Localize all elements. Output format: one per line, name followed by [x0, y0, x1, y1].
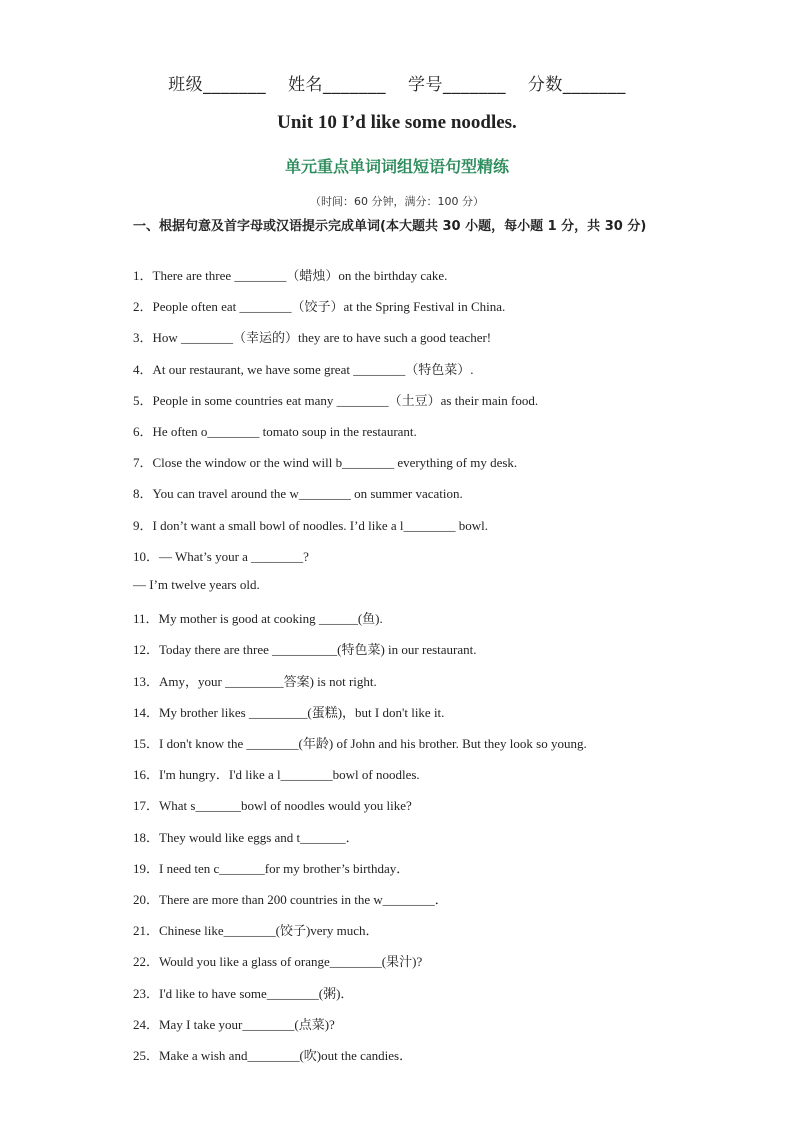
- question-item: 20．There are more than 200 countries in the w________．: [133, 892, 448, 907]
- question-item: 4．At our restaurant, we have some great ________（特色菜）.: [133, 361, 474, 377]
- question-item: 12．Today there are three __________(特色菜) in our restaurant.: [133, 642, 477, 658]
- page-title: Unit 10 I’d like some noodles.: [277, 112, 517, 133]
- student-id-field: 学号_______: [407, 75, 506, 95]
- question-item: 24．May I take your________(点菜)?: [133, 1016, 335, 1032]
- question-item: 23．I'd like to have some________(粥)．: [133, 985, 354, 1001]
- question-item: 3．How ________（幸运的）they are to have such a good teacher!: [133, 330, 492, 346]
- question-item: 13．Amy，your _________答案) is not right.: [133, 673, 377, 689]
- question-item: 9．I don’t want a small bowl of noodles. I’d like a l________ bowl.: [133, 517, 489, 533]
- question-item: 6．He often o________ tomato soup in the restaurant.: [133, 424, 417, 439]
- question-item: 10．— What’s your a ________?: [133, 548, 309, 564]
- question-item: 14．My brother likes _________(蛋糕)，but I don't like it.: [133, 704, 445, 720]
- question-item: 11．My mother is good at cooking ______(鱼).: [133, 611, 383, 627]
- question-item: 8．You can travel around the w________ on summer vacation.: [133, 486, 463, 502]
- page-subtitle: 单元重点单词词组短语句型精练: [284, 157, 509, 176]
- question-item: 15．I don't know the ________(年龄) of John and his brother. But they look so young.: [133, 736, 587, 751]
- time-info: （时间：60 分钟，满分：100 分）: [310, 195, 484, 208]
- question-item: 19．I need ten c_______for my brother’s birthday．: [133, 860, 410, 876]
- question-item: 21．Chinese like________(饺子)very much．: [133, 923, 379, 939]
- name-field: 姓名_______: [288, 75, 387, 95]
- student-info-header: [0, 70, 794, 95]
- question-item: 22．Would you like a glass of orange________(果汁)?: [133, 954, 423, 970]
- class-field: 班级_______: [168, 75, 267, 95]
- score-field: 分数_______: [527, 75, 626, 95]
- question-item: 16．I'm hungry．I'd like a l________bowl of noodles.: [133, 767, 420, 783]
- section-heading: 一、根据句意及首字母或汉语提示完成单词(本大题共 30 小题，每小题 1 分，共 30 分): [133, 219, 647, 234]
- question-item: 2．People often eat ________（饺子）at the Spring Festival in China.: [133, 299, 506, 315]
- question-item: 18．They would like eggs and t_______．: [133, 829, 359, 845]
- question-item: 7．Close the window or the wind will b________ everything of my desk.: [133, 455, 518, 471]
- question-item: 1．There are three ________（蜡烛）on the birthday cake.: [133, 268, 448, 283]
- question-item: 17．What s_______bowl of noodles would you like?: [133, 798, 412, 814]
- question-item: 25．Make a wish and________(吹)out the candies．: [133, 1048, 413, 1063]
- question-item: 5．People in some countries eat many ________（土豆）as their main food.: [133, 392, 539, 408]
- question-item: — I’m twelve years old.: [133, 577, 260, 592]
